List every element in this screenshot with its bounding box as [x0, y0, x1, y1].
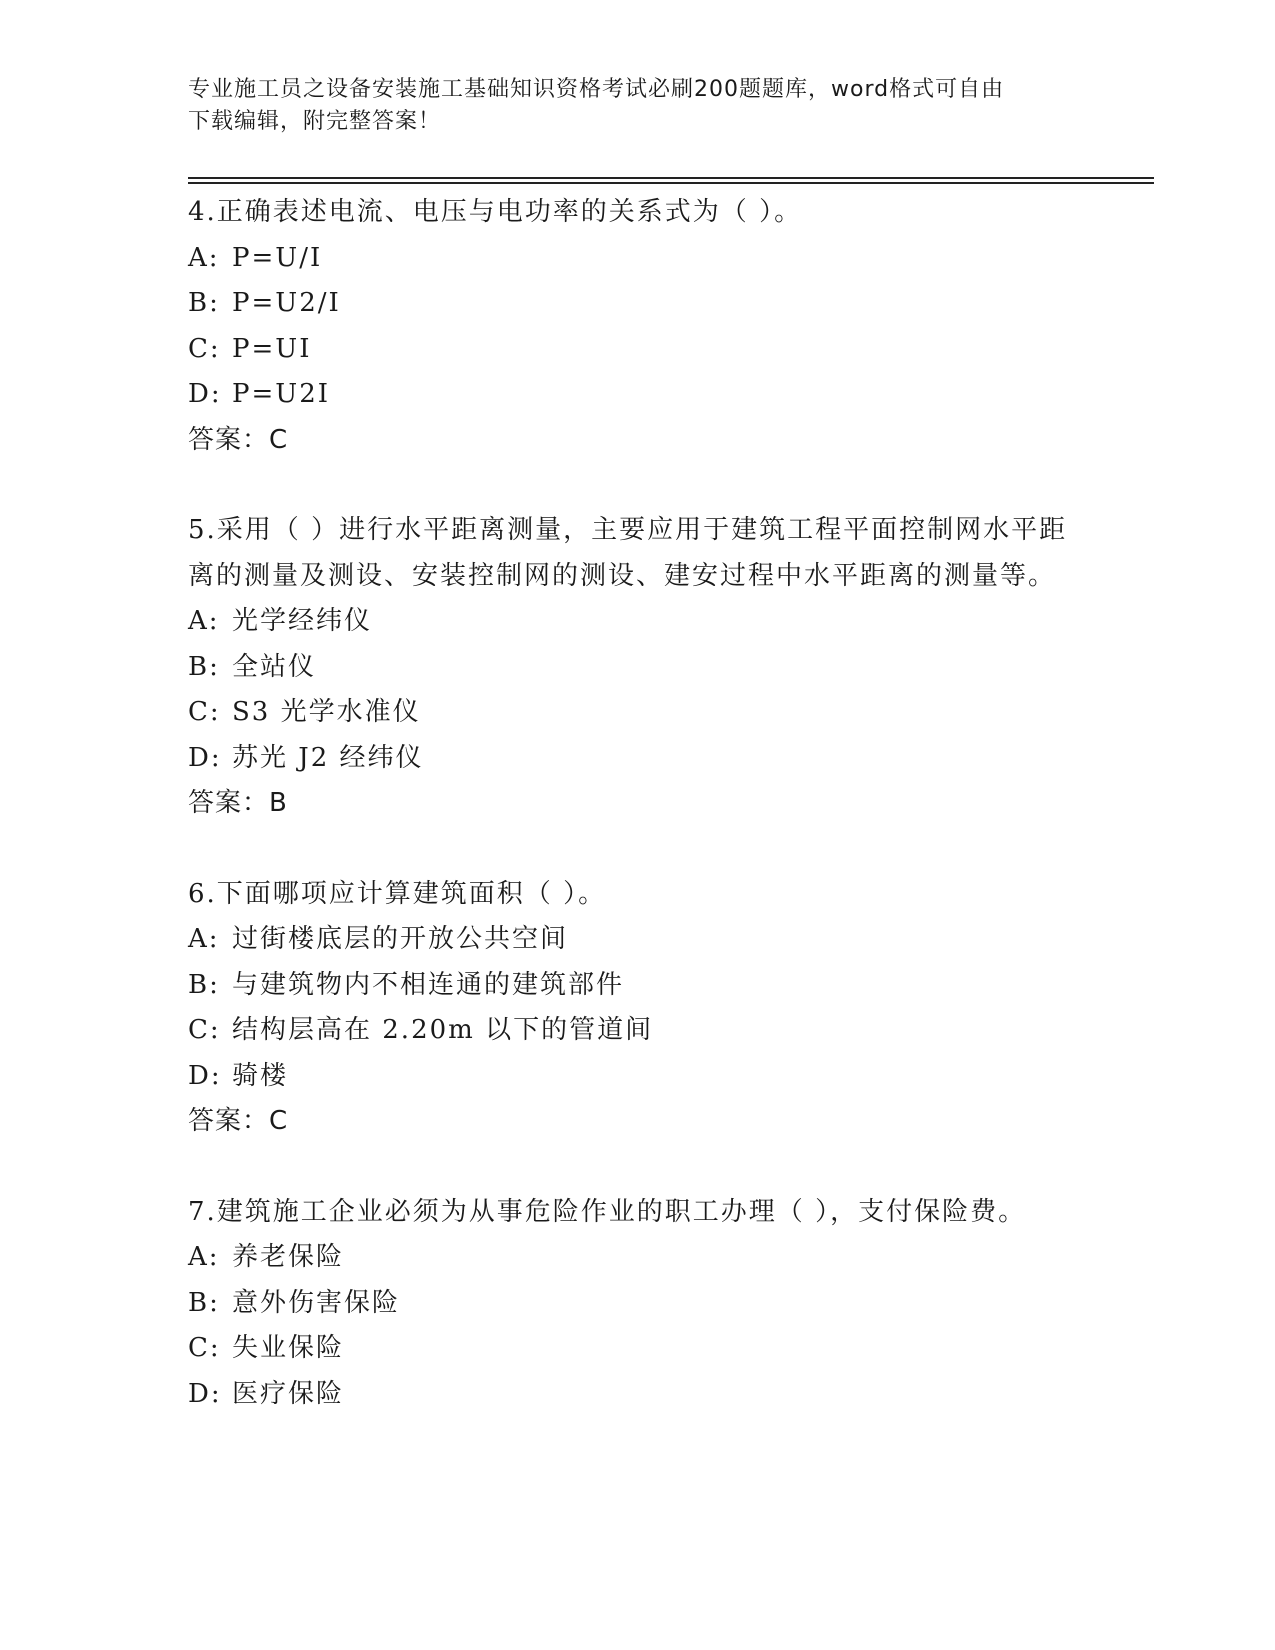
option-b: [188, 645, 1154, 691]
option-b: [188, 281, 1154, 327]
option-d: [188, 1054, 1154, 1100]
option-d: [188, 736, 1154, 782]
question-text: 7.建筑施工企业必须为从事危险作业的职工办理（ ），支付保险费。: [188, 1196, 1027, 1227]
spacer: [188, 827, 1154, 872]
question-text: 5.采用（ ）进行水平距离测量，主要应用于建筑工程平面控制网水平距离的测量及测设、安装控制网的测设、建安过程中水平距离的测量等。: [188, 515, 1068, 591]
option-key: C:: [188, 1333, 221, 1363]
question-4: [188, 190, 1154, 463]
question-5: [188, 508, 1154, 827]
document-header: [188, 74, 1088, 138]
question-list: [188, 190, 1154, 1417]
answer-line: 答案：B: [188, 788, 288, 818]
option-text: 结构层高在 2.20m 以下的管道间: [232, 1015, 654, 1045]
question-6: [188, 872, 1154, 1145]
option-c: [188, 1326, 1154, 1372]
option-text: 骑楼: [232, 1060, 289, 1091]
option-a: [188, 236, 1154, 282]
option-text: 苏光 J2 经纬仪: [232, 742, 424, 773]
option-text: P=U2/I: [232, 288, 341, 318]
option-key: A:: [188, 606, 220, 636]
option-key: B:: [188, 651, 220, 682]
option-d: [188, 1372, 1154, 1418]
question-text: 4.正确表述电流、电压与电功率的关系式为（ ）。: [188, 197, 803, 227]
header-line-2: 下载编辑，附完整答案！: [188, 109, 442, 134]
option-text: P=U/I: [232, 242, 323, 273]
header-line-1: 专业施工员之设备安装施工基础知识资格考试必刷200题题库，word格式可自由: [188, 77, 1005, 102]
answer-line: 答案：C: [188, 1106, 289, 1136]
option-text: 与建筑物内不相连通的建筑部件: [232, 969, 625, 1000]
option-key: A:: [188, 242, 220, 273]
header-divider-bottom: [188, 182, 1154, 184]
option-text: 意外伤害保险: [232, 1287, 401, 1318]
option-a: [188, 917, 1154, 963]
option-key: B:: [188, 969, 220, 1000]
option-text: P=UI: [232, 333, 312, 364]
option-d: [188, 372, 1154, 418]
option-key: D:: [188, 1378, 222, 1409]
option-text: 医疗保险: [232, 1378, 345, 1409]
option-key: D:: [188, 379, 222, 409]
option-b: [188, 1281, 1154, 1327]
option-key: D:: [188, 742, 222, 773]
option-text: 过街楼底层的开放公共空间: [232, 924, 569, 954]
option-key: B:: [188, 1287, 220, 1318]
option-key: C:: [188, 1015, 221, 1045]
option-key: A:: [188, 1242, 220, 1272]
option-text: 全站仪: [232, 651, 317, 682]
option-a: [188, 1235, 1154, 1281]
option-key: A:: [188, 924, 220, 954]
option-b: [188, 963, 1154, 1009]
header-divider-top: [188, 177, 1154, 179]
option-key: D:: [188, 1060, 222, 1091]
option-a: [188, 599, 1154, 645]
option-c: [188, 1008, 1154, 1054]
spacer: [188, 463, 1154, 508]
option-c: [188, 327, 1154, 373]
answer-line: 答案：C: [188, 424, 289, 455]
spacer: [188, 1145, 1154, 1190]
option-text: 失业保险: [232, 1333, 345, 1363]
option-text: 光学经纬仪: [232, 606, 373, 636]
option-key: C:: [188, 697, 221, 727]
option-text: P=U2I: [232, 379, 331, 409]
option-c: [188, 690, 1154, 736]
option-text: 养老保险: [232, 1242, 345, 1272]
option-text: S3 光学水准仪: [232, 697, 421, 727]
question-text: 6.下面哪项应计算建筑面积（ ）。: [188, 878, 607, 909]
option-key: B:: [188, 288, 220, 318]
question-7: [188, 1190, 1154, 1418]
option-key: C:: [188, 333, 221, 364]
